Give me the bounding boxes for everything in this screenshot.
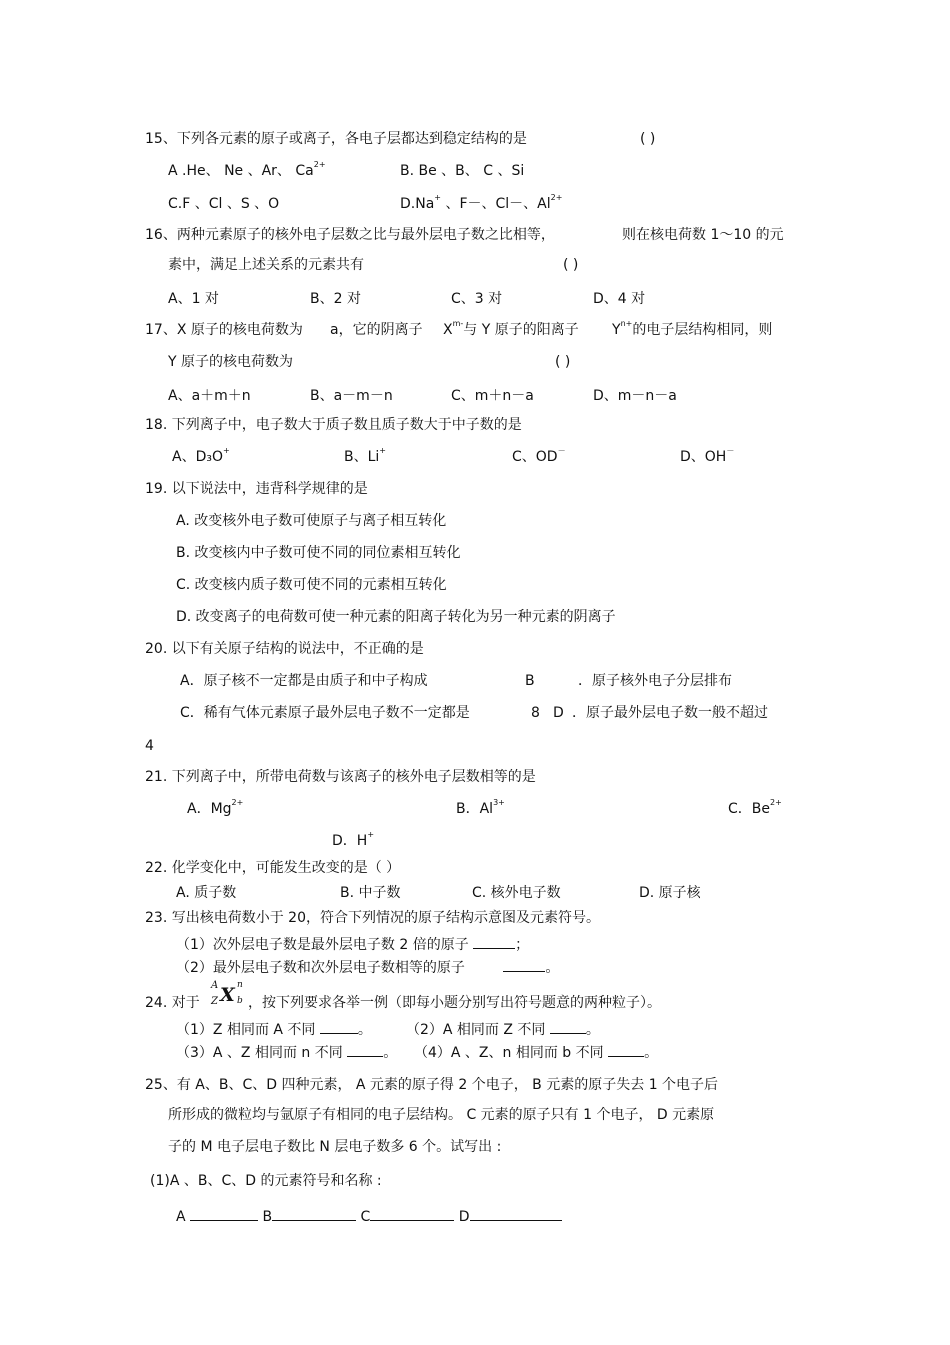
q23-item-1: （1）次外层电子数是最外层电子数 2 倍的原子 ； (176, 934, 529, 954)
q24-item-3: （3）A 、Z 相同而 n 不同 。 (176, 1042, 397, 1062)
q20-option-b-letter: B (525, 673, 535, 689)
q18-option-b: B、Li+ (344, 446, 386, 465)
q25-sub-1: (1)A 、B、C、D 的元素符号和名称 : (150, 1173, 382, 1189)
q21-option-a: A．$Mg^{2+}$ (187, 798, 244, 817)
worksheet-page: 15、下列各元素的原子或离子，各电子层都达到稳定结构的是 ( ) A .He、 Ne 、Ar、 $Ca^{2+}$ B. Be 、B、 C 、Si C.F 、Cl 、S 、O D.Na+ 、F－、Cl－、$Al^{2+}$ 16、两种元素原子的核外电子层数之比与最外层电子数之比相等， 则在核电荷数 1～10 的元 素中，满足上述关系的元素共有 ( ) A、1 对 B、2 对 C、3 对 D、4 对 17、X 原子的核电荷数为 a，它的阴离子 $X^{m-}$与 Y 原子的阳离子 $Y^{n+}$的电子层结构相同，则 Y 原子的核电荷数为 ( ) A、a＋m＋n B、a－m－n C、m＋n－a D、m－n－a 18. 下列离子中，电子数大于质子数且质子数大于中子数的是 A、D₃O+ B、Li+ C、OD－ D、OH－ 19. 以下说法中，违背科学规律的是 A. 改变核外电子数可使原子与离子相互转化 B. 改变核内中子数可使不同的同位素相互转化 C. 改变核内质子数可使不同的元素相互转化 D. 改变离子的电荷数可使一种元素的阳离子转化为另一种元素的阴离子 20. 以下有关原子结构的说法中，不正确的是 A．原子核不一定都是由质子和中子构成 B ．原子核外电子分层排布 C．稀有气体元素原子最外层电子数不一定都是 8 D ．原子最外层电子数一般不超过 4 21. 下列离子中，所带电荷数与该离子的核外电子层数相等的是 A．$Mg^{2+}$ B．$Al^{3+}$ C．$Be^{2+}$ D．H+ 22. 化学变化中，可能发生改变的是（ ） A. 质子数 B. 中子数 C. 核外电子数 D. 原子核 23. 写出核电荷数小于 20，符合下列情况的原子结构示意图及元素符号。 （1）次外层电子数是最外层电子数 2 倍的原子 ； （2）最外层电子数和次外层电子数相等的原子 。 24. 对于 A Z X n b ，按下列要求各举一例（即每小题分别写出符号题意的两种粒子）。 （1）Z 相同而 A 不同 。 （2）A 相同而 Z 不同 。 （3）A 、Z 相同而 n 不同 。 （4）A 、Z、n 相同而 b 不同 。 25、有 A、B、C、D 四种元素， A 元素的原子得 2 个电子， B 元素的原子失去 1 个电子后 所形成的微粒均与氩原子有相同的电子层结构。 C 元素的原子只有 1 个电子， D 元素原 子的 M 电子层电子数比 N 层电子数多 6 个。试写出 : (1)A 、B、C、D 的元素符号和名称 : A B C D (145, 131, 784, 1225)
q23-blank-2[interactable] (503, 957, 545, 972)
q24-blank-4[interactable] (608, 1042, 644, 1057)
q24-stem-end: ，按下列要求各举一例（即每小题分别写出符号题意的两种粒子）。 (248, 995, 661, 1011)
q24-blank-3[interactable] (347, 1042, 383, 1057)
q25-line-2: 所形成的微粒均与氩原子有相同的电子层结构。 C 元素的原子只有 1 个电子， D 元素原 (168, 1107, 715, 1123)
q16-option-c: C、3 对 (451, 291, 503, 307)
q21-option-c: C．$Be^{2+}$ (728, 798, 782, 817)
q24-blank-1[interactable] (320, 1019, 358, 1034)
q22-stem: 22. 化学变化中，可能发生改变的是（ ） (145, 860, 401, 876)
q20-option-a: A．原子核不一定都是由质子和中子构成 (180, 673, 428, 689)
q17-anion: $X^{m-}$与 Y 原子的阳离子 (443, 319, 579, 338)
q20-option-d-wrap: 4 (145, 738, 154, 754)
q21-option-b: B．$Al^{3+}$ (456, 798, 505, 817)
q19-option-c: C. 改变核内质子数可使不同的元素相互转化 (176, 577, 447, 593)
q25-blank-c[interactable] (370, 1206, 454, 1221)
q20-option-c-number: 8 (531, 705, 540, 721)
q23-blank-1[interactable] (473, 934, 515, 949)
q15-option-d: D.Na+ 、F－、Cl－、$Al^{2+}$ (400, 193, 563, 212)
q15-stem: 15、下列各元素的原子或离子，各电子层都达到稳定结构的是 (145, 131, 527, 147)
q23-item-2: （2）最外层电子数和次外层电子数相等的原子 。 (176, 957, 559, 977)
q18-option-d: D、OH－ (680, 446, 735, 465)
q16-stem-right: 则在核电荷数 1～10 的元 (622, 227, 784, 243)
q17-stem-a: a，它的阴离子 (330, 322, 423, 338)
q20-stem: 20. 以下有关原子结构的说法中，不正确的是 (145, 641, 424, 657)
q24-item-2: （2）A 相同而 Z 不同 。 (406, 1019, 600, 1039)
q16-option-b: B、2 对 (310, 291, 361, 307)
q18-stem: 18. 下列离子中，电子数大于质子数且质子数大于中子数的是 (145, 417, 522, 433)
q17-option-d: D、m－n－a (593, 388, 677, 404)
q24-stem-start: 24. 对于 (145, 995, 200, 1011)
q25-blank-a[interactable] (190, 1206, 258, 1221)
q16-answer-paren: ( ) (563, 257, 579, 273)
q17-stem-start: 17、X 原子的核电荷数为 (145, 322, 303, 338)
q20-option-d-text: ．原子最外层电子数一般不超过 (572, 705, 768, 721)
q20-option-c: C．稀有气体元素原子最外层电子数不一定都是 (180, 705, 470, 721)
q16-stem: 16、两种元素原子的核外电子层数之比与最外层电子数之比相等， (145, 227, 555, 243)
q16-option-d: D、4 对 (593, 291, 646, 307)
q18-option-c: C、OD－ (512, 446, 566, 465)
q15-option-a: A .He、 Ne 、Ar、 $Ca^{2+}$ (168, 160, 326, 179)
q25-blank-d[interactable] (470, 1206, 562, 1221)
q20-option-b-text: ．原子核外电子分层排布 (578, 673, 732, 689)
q17-answer-paren: ( ) (555, 354, 571, 370)
q17-stem-line2: Y 原子的核电荷数为 (168, 354, 294, 370)
q17-cation: $Y^{n+}$的电子层结构相同，则 (612, 319, 773, 338)
q22-option-d: D. 原子核 (639, 885, 701, 901)
q25-line-1: 25、有 A、B、C、D 四种元素， A 元素的原子得 2 个电子， B 元素的原子失去 1 个电子后 (145, 1077, 719, 1093)
q23-stem: 23. 写出核电荷数小于 20，符合下列情况的原子结构示意图及元素符号。 (145, 910, 600, 926)
q16-option-a: A、1 对 (168, 291, 219, 307)
q24-item-1: （1）Z 相同而 A 不同 。 (176, 1019, 372, 1039)
q15-option-c: C.F 、Cl 、S 、O (168, 196, 280, 212)
q24-item-4: （4）A 、Z、n 相同而 b 不同 。 (414, 1042, 658, 1062)
q17-option-a: A、a＋m＋n (168, 388, 251, 404)
q19-stem: 19. 以下说法中，违背科学规律的是 (145, 481, 368, 497)
q21-option-d: D．H+ (332, 830, 375, 849)
q19-option-a: A. 改变核外电子数可使原子与离子相互转化 (176, 513, 447, 529)
q21-stem: 21. 下列离子中，所带电荷数与该离子的核外电子层数相等的是 (145, 769, 536, 785)
q18-option-a: A、D₃O+ (172, 446, 230, 465)
q22-option-a: A. 质子数 (176, 885, 237, 901)
q15-answer-paren: ( ) (640, 131, 656, 147)
q25-blank-b[interactable] (272, 1206, 356, 1221)
q20-option-d-letter: D (553, 705, 564, 721)
q22-option-b: B. 中子数 (340, 885, 401, 901)
q19-option-b: B. 改变核内中子数可使不同的同位素相互转化 (176, 545, 461, 561)
q15-option-b: B. Be 、B、 C 、Si (400, 163, 525, 179)
q24-blank-2[interactable] (550, 1019, 586, 1034)
q25-answer-row: A B C D (176, 1206, 562, 1226)
q25-line-3: 子的 M 电子层电子数比 N 层电子数多 6 个。试写出 : (168, 1139, 502, 1155)
q17-option-c: C、m＋n－a (451, 388, 534, 404)
q17-option-b: B、a－m－n (310, 388, 393, 404)
q19-option-d: D. 改变离子的电荷数可使一种元素的阳离子转化为另一种元素的阴离子 (176, 609, 616, 625)
q22-option-c: C. 核外电子数 (472, 885, 561, 901)
q16-stem-line2: 素中，满足上述关系的元素共有 (168, 257, 364, 273)
